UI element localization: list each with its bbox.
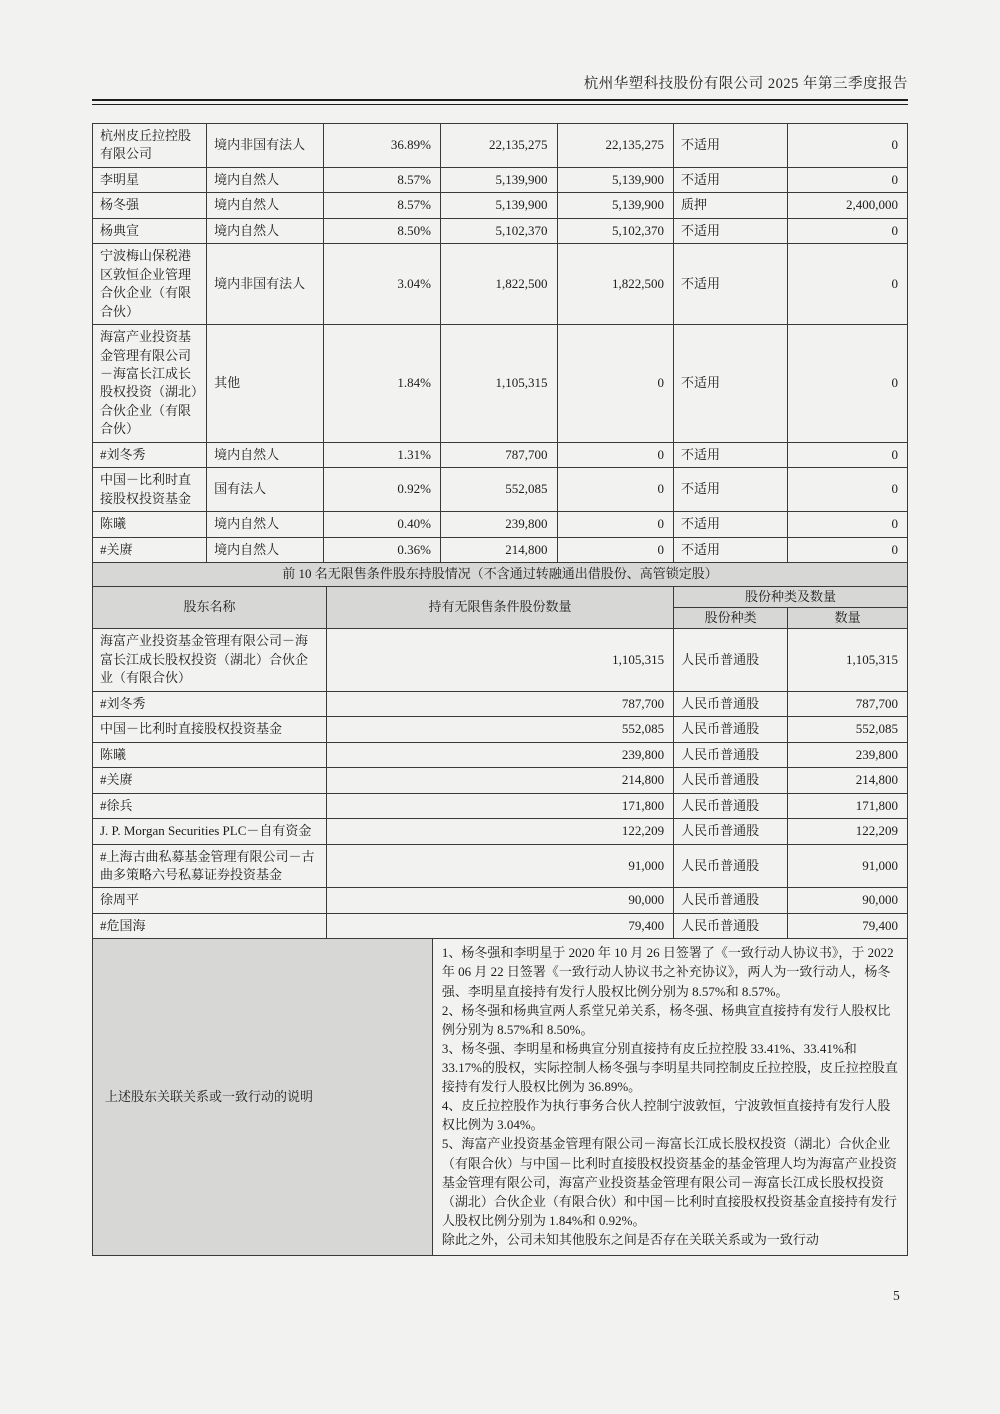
unrestricted-qty-cell: 239,800 xyxy=(326,742,673,767)
shareholder-name-cell: 海富产业投资基金管理有限公司－海富长江成长股权投资（湖北）合伙企业（有限合伙） xyxy=(93,629,327,691)
shareholder-name-cell: #徐兵 xyxy=(93,793,327,818)
shareholding-percent-cell: 36.89% xyxy=(323,124,440,168)
header-share-type-and-qty: 股份种类及数量 xyxy=(674,586,908,607)
pledge-qty-cell: 0 xyxy=(788,244,908,325)
unrestricted-shareholders-table xyxy=(92,562,908,939)
restricted-qty-cell: 0 xyxy=(557,442,674,467)
top-shareholders-tbody xyxy=(93,124,908,563)
table-row xyxy=(93,244,908,325)
shareholder-name-cell: 海富产业投资基金管理有限公司－海富长江成长股权投资（湖北）合伙企业（有限合伙） xyxy=(93,325,207,443)
share-type-cell: 人民币普通股 xyxy=(674,793,788,818)
shareholder-type-cell: 境内自然人 xyxy=(207,193,324,218)
unrestricted-qty-cell: 90,000 xyxy=(326,888,673,913)
share-amount-cell: 122,209 xyxy=(788,819,908,844)
header-share-type: 股份种类 xyxy=(674,607,788,628)
note-paragraph: 3、杨冬强、李明星和杨典宣分别直接持有皮丘拉控股 33.41%、33.41%和 33.17%的股权，实际控制人杨冬强与李明星共同控制皮丘拉控股，皮丘拉控股直接持有发行人股权比例为 36.89%。 xyxy=(441,1040,898,1095)
table-row xyxy=(93,819,908,844)
pledge-qty-cell: 2,400,000 xyxy=(788,193,908,218)
shareholder-type-cell: 境内自然人 xyxy=(207,537,324,562)
section-title-row xyxy=(93,563,908,586)
shareholder-name-cell: 陈曦 xyxy=(93,742,327,767)
pledge-qty-cell: 0 xyxy=(788,468,908,512)
pledge-status-cell: 不适用 xyxy=(674,512,788,537)
restricted-qty-cell: 0 xyxy=(557,512,674,537)
shareholder-name-cell: 中国－比利时直接股权投资基金 xyxy=(93,717,327,742)
shareholding-qty-cell: 1,822,500 xyxy=(440,244,557,325)
shareholding-percent-cell: 8.50% xyxy=(323,218,440,243)
note-paragraph: 5、海富产业投资基金管理有限公司－海富长江成长股权投资（湖北）合伙企业（有限合伙）与中国－比利时直接股权投资基金的基金管理人均为海富产业投资基金管理有限公司，海富产业投资基金管理有限公司－海富长江成长股权投资（湖北）合伙企业（有限合伙）和中国－比利时直接股权投资基金直接持有发行人股权比例分别为 1.84%和 0.92%。 xyxy=(441,1136,897,1228)
shareholder-name-cell: #关赓 xyxy=(93,537,207,562)
table-row xyxy=(93,325,908,443)
top-shareholders-table xyxy=(92,123,908,563)
shareholder-type-cell: 其他 xyxy=(207,325,324,443)
share-amount-cell: 91,000 xyxy=(788,844,908,888)
pledge-qty-cell: 0 xyxy=(788,512,908,537)
unrestricted-qty-cell: 171,800 xyxy=(326,793,673,818)
share-type-cell: 人民币普通股 xyxy=(674,888,788,913)
table-row xyxy=(93,888,908,913)
shareholding-qty-cell: 22,135,275 xyxy=(440,124,557,168)
share-type-cell: 人民币普通股 xyxy=(674,819,788,844)
shareholder-name-cell: #刘冬秀 xyxy=(93,691,327,716)
unrestricted-tbody xyxy=(93,563,908,939)
shareholding-qty-cell: 1,105,315 xyxy=(440,325,557,443)
shareholder-type-cell: 境内非国有法人 xyxy=(207,244,324,325)
shareholding-percent-cell: 1.31% xyxy=(323,442,440,467)
table-row xyxy=(93,717,908,742)
table-row xyxy=(93,193,908,218)
shareholder-type-cell: 境内自然人 xyxy=(207,167,324,192)
section-title: 前 10 名无限售条件股东持股情况（不含通过转融通出借股份、高管锁定股） xyxy=(93,563,908,586)
table-row xyxy=(93,629,908,691)
pledge-status-cell: 质押 xyxy=(674,193,788,218)
restricted-qty-cell: 5,139,900 xyxy=(557,167,674,192)
header-unrestricted-qty: 持有无限售条件股份数量 xyxy=(326,586,673,629)
shareholder-type-cell: 境内自然人 xyxy=(207,442,324,467)
pledge-qty-cell: 0 xyxy=(788,218,908,243)
pledge-status-cell: 不适用 xyxy=(674,537,788,562)
share-amount-cell: 214,800 xyxy=(788,768,908,793)
related-party-notes-table xyxy=(92,938,908,1256)
unrestricted-qty-cell: 79,400 xyxy=(326,913,673,938)
shareholding-qty-cell: 5,139,900 xyxy=(440,193,557,218)
pledge-status-cell: 不适用 xyxy=(674,442,788,467)
shareholder-name-cell: #危国海 xyxy=(93,913,327,938)
shareholder-name-cell: 徐周平 xyxy=(93,888,327,913)
restricted-qty-cell: 5,139,900 xyxy=(557,193,674,218)
header-share-amount: 数量 xyxy=(788,607,908,628)
share-amount-cell: 239,800 xyxy=(788,742,908,767)
shareholding-percent-cell: 0.40% xyxy=(323,512,440,537)
share-type-cell: 人民币普通股 xyxy=(674,717,788,742)
unrestricted-qty-cell: 122,209 xyxy=(326,819,673,844)
share-type-cell: 人民币普通股 xyxy=(674,629,788,691)
shareholder-name-cell: 杨冬强 xyxy=(93,193,207,218)
pledge-status-cell: 不适用 xyxy=(674,124,788,168)
notes-text xyxy=(432,939,907,1256)
pledge-status-cell: 不适用 xyxy=(674,218,788,243)
table-row xyxy=(93,124,908,168)
restricted-qty-cell: 22,135,275 xyxy=(557,124,674,168)
pledge-qty-cell: 0 xyxy=(788,442,908,467)
shareholder-name-cell: 宁波梅山保税港区敦恒企业管理合伙企业（有限合伙） xyxy=(93,244,207,325)
document-header-title: 杭州华塑科技股份有限公司 2025 年第三季度报告 xyxy=(583,76,908,92)
pledge-qty-cell: 0 xyxy=(788,537,908,562)
share-amount-cell: 1,105,315 xyxy=(788,629,908,691)
pledge-status-cell: 不适用 xyxy=(674,468,788,512)
note-paragraph: 1、杨冬强和李明星于 2020 年 10 月 26 日签署了《一致行动人协议书》，于 2022 年 06 月 22 日签署《一致行动人协议书之补充协议》，两人为一致行动人，杨冬强、李明星直接持有发行人股权比例分别为 8.57%和 8.57%。 xyxy=(441,945,894,999)
page-number: 5 xyxy=(893,1288,900,1303)
table-row xyxy=(93,218,908,243)
pledge-qty-cell: 0 xyxy=(788,325,908,443)
shareholding-percent-cell: 8.57% xyxy=(323,167,440,192)
share-amount-cell: 79,400 xyxy=(788,913,908,938)
shareholder-name-cell: 杭州皮丘拉控股有限公司 xyxy=(93,124,207,168)
shareholding-percent-cell: 0.36% xyxy=(323,537,440,562)
shareholder-type-cell: 境内自然人 xyxy=(207,512,324,537)
pledge-qty-cell: 0 xyxy=(788,124,908,168)
restricted-qty-cell: 1,822,500 xyxy=(557,244,674,325)
table-row xyxy=(93,768,908,793)
share-amount-cell: 787,700 xyxy=(788,691,908,716)
shareholding-qty-cell: 5,139,900 xyxy=(440,167,557,192)
shareholder-name-cell: #关赓 xyxy=(93,768,327,793)
share-type-cell: 人民币普通股 xyxy=(674,844,788,888)
table-row xyxy=(93,512,908,537)
shareholder-name-cell: 李明星 xyxy=(93,167,207,192)
share-type-cell: 人民币普通股 xyxy=(674,768,788,793)
pledge-status-cell: 不适用 xyxy=(674,325,788,443)
note-paragraph: 2、杨冬强和杨典宣两人系堂兄弟关系，杨冬强、杨典宣直接持有发行人股权比例分别为 8.57%和 8.50%。 xyxy=(441,1002,891,1037)
shareholder-name-cell: 陈曦 xyxy=(93,512,207,537)
table-row xyxy=(93,468,908,512)
restricted-qty-cell: 0 xyxy=(557,537,674,562)
pledge-status-cell: 不适用 xyxy=(674,167,788,192)
shareholding-percent-cell: 1.84% xyxy=(323,325,440,443)
page-content xyxy=(92,0,908,1256)
shareholder-type-cell: 境内非国有法人 xyxy=(207,124,324,168)
shareholder-name-cell: 杨典宣 xyxy=(93,218,207,243)
share-type-cell: 人民币普通股 xyxy=(674,913,788,938)
unrestricted-qty-cell: 787,700 xyxy=(326,691,673,716)
table-row xyxy=(93,167,908,192)
shareholder-type-cell: 国有法人 xyxy=(207,468,324,512)
table-row xyxy=(93,537,908,562)
shareholder-name-cell: #上海古曲私募基金管理有限公司－古曲多策略六号私募证券投资基金 xyxy=(93,844,327,888)
unrestricted-qty-cell: 1,105,315 xyxy=(326,629,673,691)
table-row xyxy=(93,793,908,818)
table-row xyxy=(93,691,908,716)
shareholding-qty-cell: 239,800 xyxy=(440,512,557,537)
table-row xyxy=(93,742,908,767)
shareholding-percent-cell: 8.57% xyxy=(323,193,440,218)
shareholder-name-cell: J. P. Morgan Securities PLC－自有资金 xyxy=(93,819,327,844)
table-row xyxy=(93,913,908,938)
share-amount-cell: 552,085 xyxy=(788,717,908,742)
header-shareholder-name: 股东名称 xyxy=(93,586,327,629)
header-rule xyxy=(92,99,908,105)
share-amount-cell: 171,800 xyxy=(788,793,908,818)
note-paragraph: 4、皮丘拉控股作为执行事务合伙人控制宁波敦恒，宁波敦恒直接持有发行人股权比例为 3.04%。 xyxy=(441,1098,891,1133)
table-row xyxy=(93,844,908,888)
note-paragraph: 除此之外，公司未知其他股东之间是否存在关联关系或为一致行动 xyxy=(441,1231,819,1247)
shareholder-type-cell: 境内自然人 xyxy=(207,218,324,243)
pledge-qty-cell: 0 xyxy=(788,167,908,192)
unrestricted-qty-cell: 214,800 xyxy=(326,768,673,793)
share-amount-cell: 90,000 xyxy=(788,888,908,913)
shareholding-qty-cell: 552,085 xyxy=(440,468,557,512)
restricted-qty-cell: 0 xyxy=(557,468,674,512)
shareholding-percent-cell: 3.04% xyxy=(323,244,440,325)
unrestricted-qty-cell: 91,000 xyxy=(326,844,673,888)
unrestricted-qty-cell: 552,085 xyxy=(326,717,673,742)
table-row xyxy=(93,442,908,467)
shareholding-qty-cell: 214,800 xyxy=(440,537,557,562)
share-type-cell: 人民币普通股 xyxy=(674,742,788,767)
shareholding-qty-cell: 5,102,370 xyxy=(440,218,557,243)
restricted-qty-cell: 0 xyxy=(557,325,674,443)
unrestricted-header-row-1 xyxy=(93,586,908,607)
restricted-qty-cell: 5,102,370 xyxy=(557,218,674,243)
notes-row xyxy=(93,939,908,1256)
pledge-status-cell: 不适用 xyxy=(674,244,788,325)
shareholder-name-cell: #刘冬秀 xyxy=(93,442,207,467)
notes-label: 上述股东关联关系或一致行动的说明 xyxy=(93,939,433,1256)
shareholder-name-cell: 中国－比利时直接股权投资基金 xyxy=(93,468,207,512)
share-type-cell: 人民币普通股 xyxy=(674,691,788,716)
shareholding-qty-cell: 787,700 xyxy=(440,442,557,467)
shareholding-percent-cell: 0.92% xyxy=(323,468,440,512)
